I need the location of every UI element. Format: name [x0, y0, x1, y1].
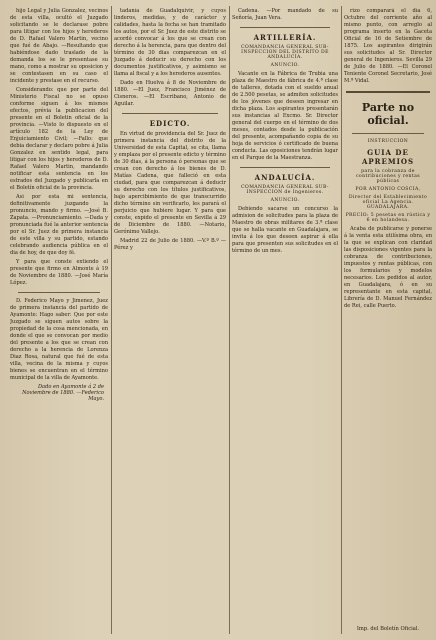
announcement-text: Debiendo sacarse un concurso la admision de solicitudes para la plaza de Maestro de obras militares de 3.ª clase que se halla vacante en Guadalajara, se invita á los que deseen aspirar á ella para que presenten sus solicitudes en el término de un mes. — [232, 206, 338, 254]
divider — [18, 292, 100, 293]
paragraph: Considerando: que por parte del Ministerio Fiscal no se opuso conforme siguen á los mismos efectos, prévia la publicacion del presente en el Boletin oficial de la provincia. —Visto lo dispuesto en el artículo 182 de la Ley de Enjuiciamiento Civil; —Fallo: que debia declarar y declaro pobre á Julia Gonzalez en sentido legal, para litigar con los hijos y herederos de D. Rafael Valero Martin, mandando notificar esta sentencia en los estrados del Juzgado y publicarla en el Boletín oficial de la provincia. — [10, 87, 108, 191]
column-3 — [232, 8, 338, 634]
anuncio-label: ANUNCIO. — [270, 63, 300, 68]
printer-footer: Imp. del Boletín Oficial. — [356, 626, 420, 632]
column-divider — [341, 6, 342, 634]
ad-title: GUIA DE APREMIOS — [361, 148, 415, 166]
ad-subtitle: para la cobranza de contribuciones y rentas públicas — [355, 169, 421, 184]
anuncio-label: ANUNCIO. — [270, 198, 300, 203]
author-line: POR ANTONIO COSCIA, — [355, 187, 421, 192]
column-divider — [111, 6, 112, 634]
price-line: PRECIO: 5 pesetas en rústica y 6 en holandesa. — [345, 213, 431, 223]
column-divider — [229, 6, 230, 634]
edict-text: En virtud de providencia del Sr. Juez de primera instancia del distrito de la Universidad de esta Capital, se cita, llama y emplaza por el presente edicto y término de 30 dias, á la persona ó personas que se crean con derecho á los bienes de D. Matías Cadena, que falleció en esta ciudad, para que comparezcan á deducir su derecho con los títulos justificativos, bajo apercibimiento de que transcurrido dicho término sin verificarlo, les parará el perjuicio que hubiere lugar. Y para que conste, expido el presente en Sevilla á 29 de Diciembre de 1880. —Notario, Gerónimo Vallejo. — [114, 131, 226, 235]
column-1 — [10, 8, 108, 634]
notice-text: D. Federico Mayo y Jimenez, Juez de primera instancia del partido de Ayamonte: Hago saber: Que por este Juzgado se siguen autos sobre la propiedad de la cosa mencionada, en donde el que se convocan por medio del presente a los que se crean con derecho a la herencia de Lorenza Diaz Rosa, natural que fué de esta villa, vecina de la misma y cuyos bienes se encuentran en el término municipal de la villa de Ayamonte. — [10, 298, 108, 381]
paragraph: Y para que conste extiendo el presente que firmo en Almonte á 19 de Noviembre de 1880. —José María López. — [10, 259, 108, 286]
section-title: Parte no oficial. — [361, 101, 415, 127]
section-subheading: COMANDANCIA GENERAL SUB-INSPECCION DEL DISTRITO DE ANDALUCÍA. — [241, 45, 329, 60]
paragraph: tadanía de Guadalquivir, y cuyos linderos, medidas, y de carácter y calidades, hasta la fecha se han tramitado los autos, por el Sr. Juez de este distrito se acordó convocar á los que se crean con derecho á la herencia, para que dentro del término de 30 dias comparezcan en el Juzgado á deducir su derecho con los documentos justificativos, y asimismo se llama al fiscal y a los herederos ausentes. — [114, 8, 226, 77]
edict-heading: EDICTO. — [149, 119, 191, 128]
divider — [122, 113, 218, 114]
divider — [352, 133, 424, 134]
divider — [240, 167, 330, 168]
paragraph: rizo comparará el día 6, Octubre del corriente año al mismo punto, con arreglo al programa inserto en la Gaceta Oficial de 16 de Setiembre de 1875. Los aspirantes dirigirán sus solicitudes al Sr. Director general de Ingenieros. Sevilla 29 de Julio de 1880. —El Coronel Teniente Coronel Secretario, José M.ª Vidal. — [344, 8, 432, 84]
paragraph: Madrid 22 de Julio de 1880. —V.º B.º —Pérez y — [114, 238, 226, 251]
announcement-text: Vacante en la Fábrica de Trubia una plaza de Maestro de fábrica de 4.ª clase de talleres, dotada con el sueldo anual de 2.500 pesetas, se admiten solicitudes de los jóvenes que deseen ingresar en dicha plaza. Los aspirantes presentarán sus instancias al Excmo. Sr. Director general del cuerpo en el término de dos meses, contados desde la publicación del presente, acompañando copia de su hoja de servicios ó certificado de buena conducta. Las oposiciones tendrán lugar en el Parque de la Maestranza. — [232, 71, 338, 161]
signature-line: Dado en Ayamonte á 2 de Noviembre de 1880. —Federico Mayo. — [22, 384, 104, 402]
paragraph: hijo Legal y Julia Gonzalez, vecinos de esta villa, ocultó el Juzgado solicitando se le declarase pobre para litigar con los hijos y herederos de D. Rafael Valero Martin, vecino que fué de Abajo. —Resultando que habiéndose dado traslado de la demanda los se le presentase su mano, como a mostrar su oposicion y se contestasen en su caso el incidente y prestase en el recurso. — [10, 8, 108, 84]
ad-text: Acaba de publicarse y ponerse á la venta esta utilísima obra, en la que se explican con claridad las disposiciones vigentes para la cobranza de contribuciones, impuestos y rentas públicas, con los formularios y modelos necesarios. Los pedidos al autor, en Guadalajara, ó en su representante en esta capital, Librería de D. Manuel Fernández de Rei, calle Puerto. — [344, 226, 432, 309]
author-role: Director del Establecimiento oficial La Agencia. GUADALAJARA. — [348, 195, 428, 210]
paragraph: Asi por esta mi sentencia, definitivamente juzgando la pronuncio, mando y firmo. —José B. Zapata. —Pronunciamiento. —Dada y pronunciada fué la anterior sentencia por el Sr. Juez de primera instancia de este villa y su partido, estando celebrando audiencia pública en el dia de hoy, de que doy fé. — [10, 194, 108, 256]
paragraph: Dado en Huelva á 8 de Noviembre de 1880. —El Juez, Francisco Jiménez de Cisneros. —El Escribano, Antonio de Aguilar. — [114, 80, 226, 107]
section-heading: ARTILLERÍA. — [253, 33, 317, 42]
section-subheading: COMANDANCIA GENERAL SUB-INSPECCION de Ingenieros. — [241, 185, 329, 195]
section-heading: ANDALUCÍA. — [254, 173, 316, 182]
column-4 — [344, 8, 432, 634]
divider — [346, 91, 430, 93]
paragraph: Cadena. —Por mandado de su Señoría, Juan Vera. — [232, 8, 338, 21]
column-2 — [114, 8, 226, 634]
ad-subtitle: INSTRUCCION — [367, 139, 409, 144]
divider — [240, 27, 330, 28]
